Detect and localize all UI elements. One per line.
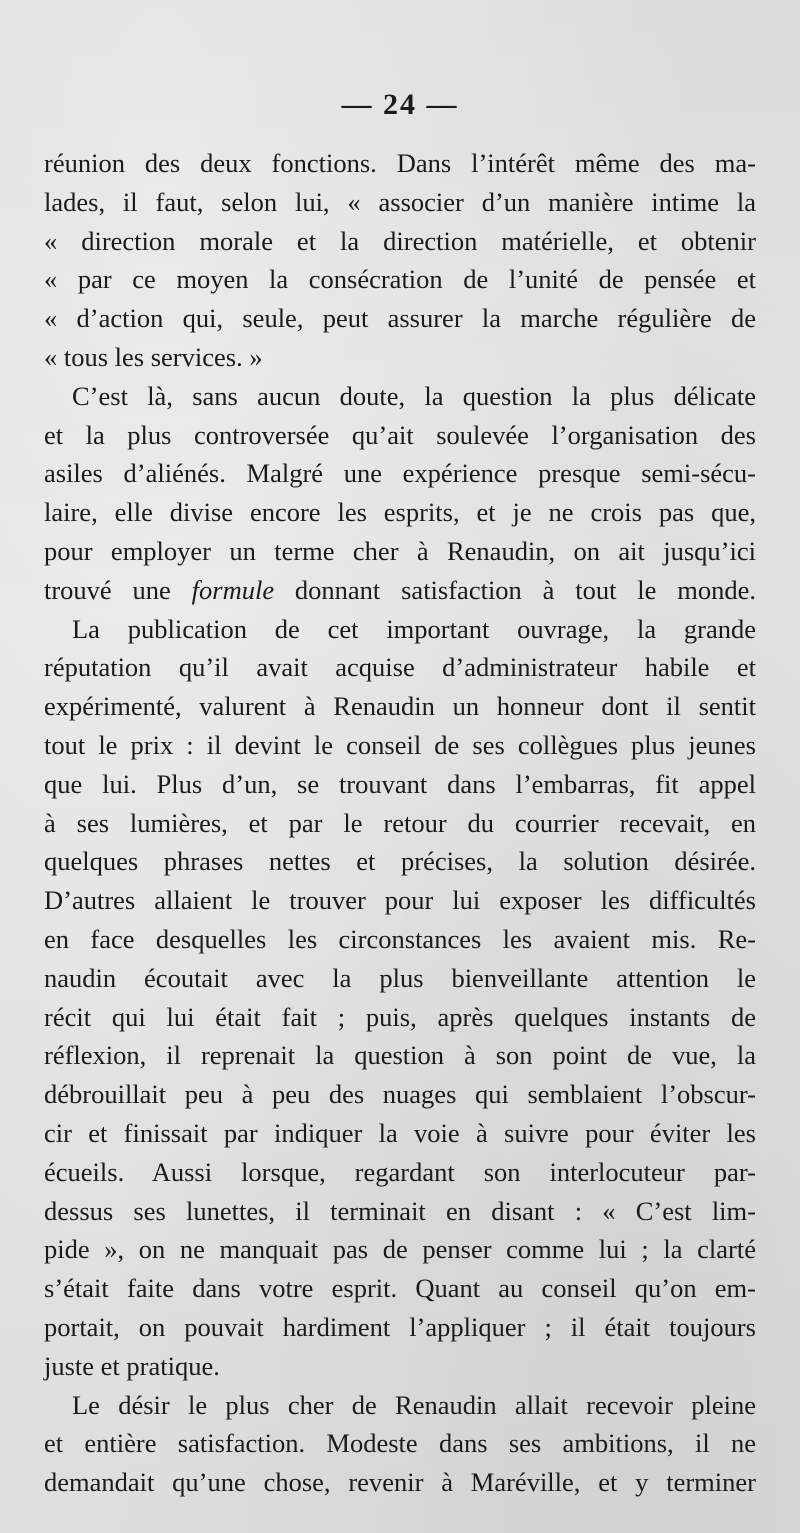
text-line: « d’action qui, seule, peut assurer la marche régulière de <box>44 303 756 334</box>
text-line: pour employer un terme cher à Renaudin, on ait jusqu’ici <box>44 535 756 566</box>
text-line: s’était faite dans votre esprit. Quant au conseil qu’on em- <box>44 1273 756 1304</box>
text-line: « par ce moyen la consécration de l’unité de pensée et <box>44 264 756 295</box>
text-line: laire, elle divise encore les esprits, et je ne crois pas que, <box>44 497 756 528</box>
text-line: et la plus controversée qu’ait soulevée l’organisation des <box>44 419 756 450</box>
text-line: cir et finissait par indiquer la voie à suivre pour éviter les <box>44 1117 756 1148</box>
italic-term: formule <box>191 574 275 605</box>
body-text <box>44 144 756 1502</box>
text-line: naudin écoutait avec la plus bienveillante attention le <box>44 962 756 993</box>
text-line: réflexion, il reprenait la question à son point de vue, la <box>44 1040 756 1071</box>
text-line: à ses lumières, et par le retour du courrier recevait, en <box>44 807 756 838</box>
text-line: asiles d’aliénés. Malgré une expérience presque semi-sécu- <box>44 458 756 489</box>
text-line: demandait qu’une chose, revenir à Maréville, et y terminer <box>44 1467 756 1498</box>
text-line: que lui. Plus d’un, se trouvant dans l’embarras, fit appel <box>44 768 756 799</box>
text-line: réunion des deux fonctions. Dans l’intérêt même des ma- <box>44 148 756 178</box>
text-line: Le désir le plus cher de Renaudin allait recevoir pleine <box>72 1389 756 1420</box>
text-line: tout le prix : il devint le conseil de ses collègues plus jeunes <box>44 729 756 760</box>
text-line: D’autres allaient le trouver pour lui exposer les difficultés <box>44 885 756 916</box>
text-line: lades, il faut, selon lui, « associer d’un manière intime la <box>44 186 756 217</box>
text-line: quelques phrases nettes et précises, la solution désirée. <box>44 846 756 877</box>
text-line: portait, on pouvait hardiment l’appliquer ; il était toujours <box>44 1311 756 1342</box>
text-line: dessus ses lunettes, il terminait en disant : « C’est lim- <box>44 1195 756 1226</box>
text-line: récit qui lui était fait ; puis, après quelques instants de <box>44 1001 756 1032</box>
text-line: C’est là, sans aucun doute, la question la plus délicate <box>72 380 756 411</box>
text-line: réputation qu’il avait acquise d’administrateur habile et <box>44 652 756 683</box>
text-line <box>44 571 756 610</box>
text-line: expérimenté, valurent à Renaudin un honneur dont il sentit <box>44 691 756 722</box>
page-number: — 24 — <box>341 88 459 121</box>
text-segment: trouvé une <box>44 574 192 605</box>
text-line: débrouillait peu à peu des nuages qui semblaient l’obscur- <box>44 1079 756 1110</box>
text-line: écueils. Aussi lorsque, regardant son interlocuteur par- <box>44 1156 756 1187</box>
text-line: La publication de cet important ouvrage, la grande <box>72 613 756 644</box>
text-line: en face desquelles les circonstances les avaient mis. Re- <box>44 923 756 954</box>
text-line: pide », on ne manquait pas de penser comme lui ; la clarté <box>44 1234 756 1265</box>
text-segment: donnant satisfaction à tout le monde. <box>274 574 757 605</box>
text-line: juste et pratique. <box>44 1350 220 1381</box>
text-line: « tous les services. » <box>44 341 263 372</box>
text-line: et entière satisfaction. Modeste dans ses ambitions, il ne <box>44 1428 756 1459</box>
text-line: « direction morale et la direction matérielle, et obtenir <box>44 225 756 256</box>
